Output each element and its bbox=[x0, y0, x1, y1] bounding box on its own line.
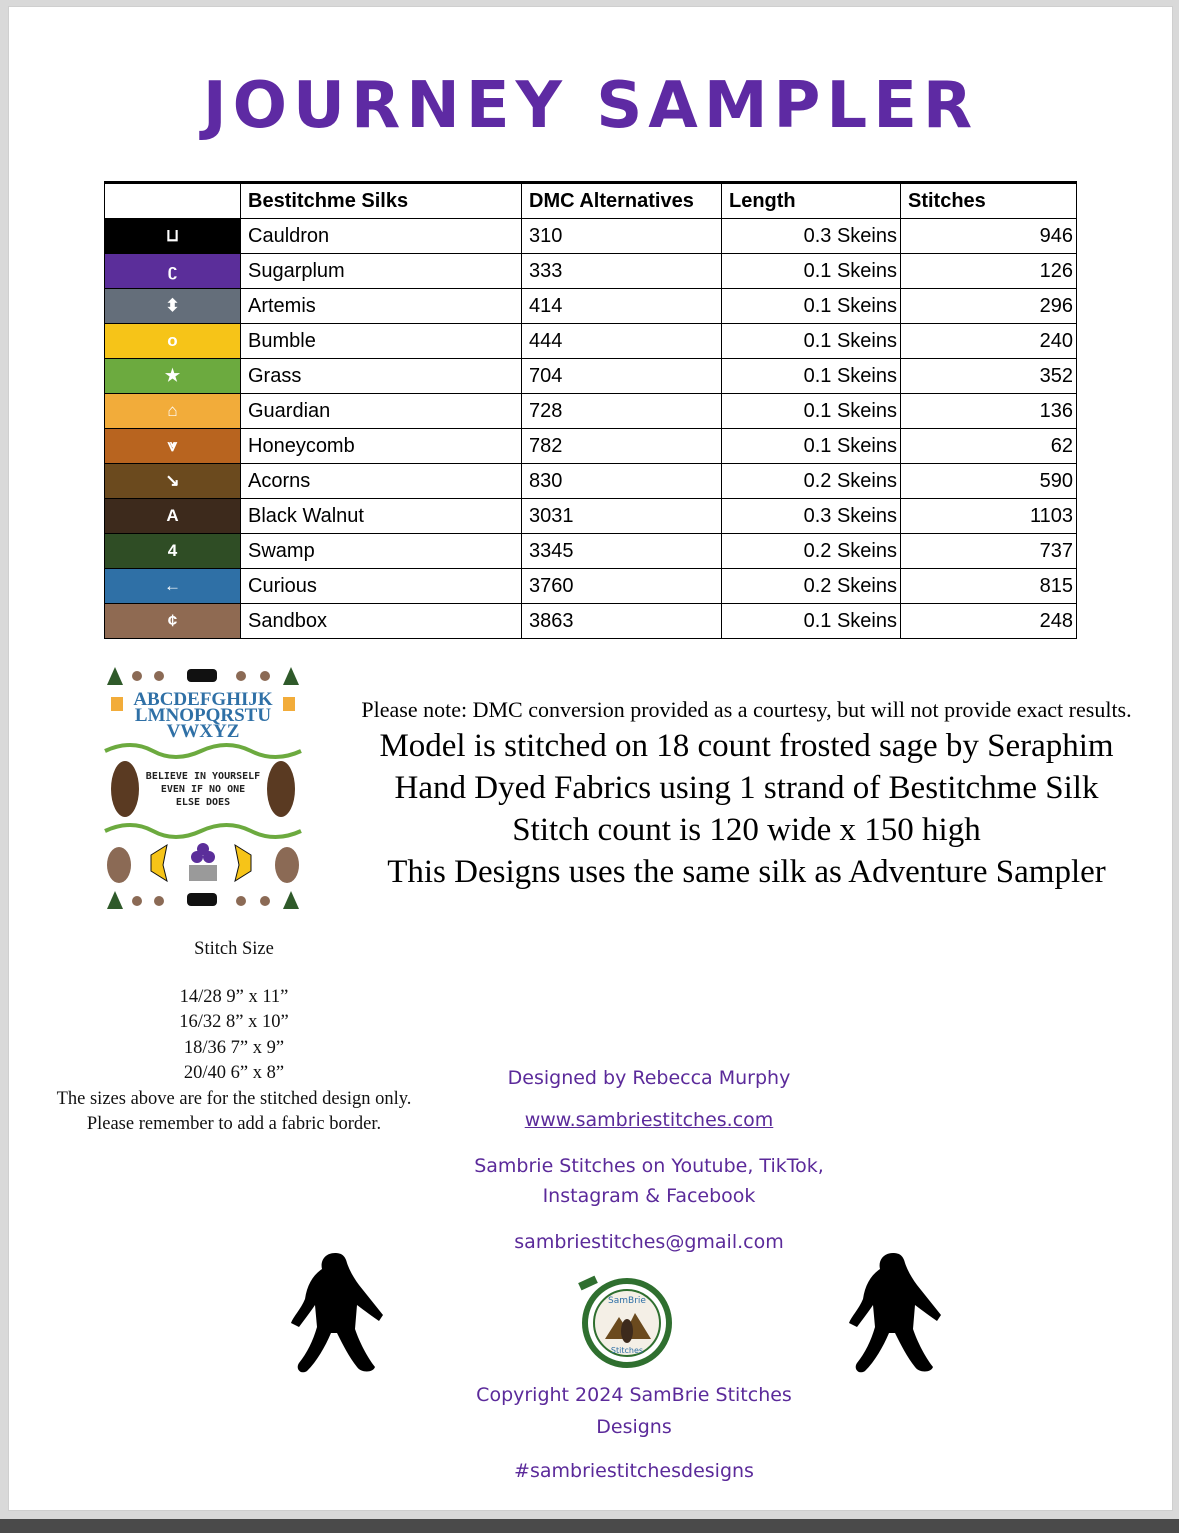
dmc-number: 333 bbox=[522, 254, 722, 289]
document-page bbox=[8, 6, 1173, 1511]
dmc-number: 704 bbox=[522, 359, 722, 394]
size-line: 18/36 7” x 9” bbox=[183, 1037, 285, 1058]
table-row bbox=[105, 219, 1077, 254]
color-swatch: ⌂ bbox=[105, 394, 241, 429]
dmc-number: 3760 bbox=[522, 569, 722, 604]
preview-motto-line-1: BELIEVE IN YOURSELF bbox=[145, 771, 261, 782]
sambrie-logo bbox=[575, 1273, 675, 1369]
pattern-notes bbox=[339, 697, 1154, 893]
table-row bbox=[105, 359, 1077, 394]
color-swatch: ← bbox=[105, 569, 241, 604]
table-row bbox=[105, 604, 1077, 639]
silk-name: Sugarplum bbox=[241, 254, 522, 289]
stitch-count: 240 bbox=[901, 324, 1077, 359]
silk-name: Curious bbox=[241, 569, 522, 604]
stitch-count: 815 bbox=[901, 569, 1077, 604]
silk-name: Cauldron bbox=[241, 219, 522, 254]
note-line-same-silk: This Designs uses the same silk as Adventure Sampler bbox=[387, 854, 1106, 890]
dmc-number: 444 bbox=[522, 324, 722, 359]
silk-name: Bumble bbox=[241, 324, 522, 359]
stitch-count: 1103 bbox=[901, 499, 1077, 534]
stitch-count: 352 bbox=[901, 359, 1077, 394]
size-line: 20/40 6” x 8” bbox=[183, 1063, 285, 1083]
length-value: 0.1 Skeins bbox=[722, 359, 901, 394]
size-line: 14/28 9” x 11” bbox=[179, 986, 289, 1007]
preview-motto-line-2: EVEN IF NO ONE bbox=[160, 784, 246, 795]
length-value: 0.1 Skeins bbox=[722, 289, 901, 324]
header-stitches: Stitches bbox=[901, 183, 1077, 219]
color-legend-table bbox=[104, 181, 1077, 639]
color-swatch: 4 bbox=[105, 534, 241, 569]
logo-text-bottom: Stitches bbox=[610, 1346, 644, 1355]
length-value: 0.2 Skeins bbox=[722, 569, 901, 604]
copyright-line: Designs bbox=[596, 1416, 672, 1438]
size-footnote: The sizes above are for the stitched design only. bbox=[56, 1088, 412, 1109]
table-row bbox=[105, 464, 1077, 499]
color-swatch: ⬍ bbox=[105, 289, 241, 324]
stitch-count: 296 bbox=[901, 289, 1077, 324]
dmc-number: 3031 bbox=[522, 499, 722, 534]
bigfoot-icon bbox=[845, 1249, 945, 1377]
stitch-size-block bbox=[29, 937, 439, 1138]
silk-name: Black Walnut bbox=[241, 499, 522, 534]
preview-alphabet-line-3: VWXYZ bbox=[166, 721, 240, 742]
table-row bbox=[105, 289, 1077, 324]
table-row bbox=[105, 534, 1077, 569]
table-row bbox=[105, 429, 1077, 464]
dmc-number: 830 bbox=[522, 464, 722, 499]
dmc-number: 728 bbox=[522, 394, 722, 429]
dmc-number: 3345 bbox=[522, 534, 722, 569]
color-swatch: ʗ bbox=[105, 254, 241, 289]
color-swatch: ↘ bbox=[105, 464, 241, 499]
table-row bbox=[105, 394, 1077, 429]
stitch-count: 126 bbox=[901, 254, 1077, 289]
color-swatch: A bbox=[105, 499, 241, 534]
table-row bbox=[105, 324, 1077, 359]
social-line: Sambrie Stitches on Youtube, TikTok, bbox=[474, 1155, 824, 1177]
hashtag: #sambriestitchesdesigns bbox=[514, 1460, 754, 1482]
silk-name: Artemis bbox=[241, 289, 522, 324]
color-swatch: ¢ bbox=[105, 604, 241, 639]
length-value: 0.1 Skeins bbox=[722, 429, 901, 464]
preview-alphabet-line-2: LMNOPQRSTU bbox=[134, 705, 272, 726]
length-value: 0.3 Skeins bbox=[722, 219, 901, 254]
header-dmc: DMC Alternatives bbox=[522, 183, 722, 219]
size-footnote: Please remember to add a fabric border. bbox=[86, 1114, 382, 1134]
note-line-fabric: Model is stitched on 18 count frosted sage by Seraphim bbox=[379, 728, 1114, 764]
note-line-silk: Hand Dyed Fabrics using 1 strand of Bestitchme Silk bbox=[394, 770, 1099, 806]
stitch-size-header: Stitch Size bbox=[194, 939, 274, 959]
stitch-count: 946 bbox=[901, 219, 1077, 254]
designer-name: Designed by Rebecca Murphy bbox=[507, 1067, 791, 1089]
copyright-block bbox=[439, 1379, 829, 1487]
length-value: 0.2 Skeins bbox=[722, 464, 901, 499]
designer-credits bbox=[439, 1067, 859, 1253]
color-swatch: o bbox=[105, 324, 241, 359]
table-row bbox=[105, 569, 1077, 604]
dmc-number: 782 bbox=[522, 429, 722, 464]
length-value: 0.2 Skeins bbox=[722, 534, 901, 569]
length-value: 0.3 Skeins bbox=[722, 499, 901, 534]
dmc-number: 3863 bbox=[522, 604, 722, 639]
table-header-row bbox=[105, 183, 1077, 219]
length-value: 0.1 Skeins bbox=[722, 394, 901, 429]
bottom-bar bbox=[0, 1519, 1179, 1533]
email-link[interactable]: sambriestitches@gmail.com bbox=[514, 1231, 784, 1253]
color-swatch: ⩔ bbox=[105, 429, 241, 464]
dmc-disclaimer: Please note: DMC conversion provided as a courtesy, but will not provide exact results. bbox=[361, 697, 1132, 722]
copyright-line: Copyright 2024 SamBrie Stitches bbox=[476, 1384, 792, 1406]
table-row bbox=[105, 254, 1077, 289]
dmc-number: 414 bbox=[522, 289, 722, 324]
length-value: 0.1 Skeins bbox=[722, 254, 901, 289]
social-line: Instagram & Facebook bbox=[542, 1185, 756, 1207]
stitch-count: 590 bbox=[901, 464, 1077, 499]
stitch-count: 62 bbox=[901, 429, 1077, 464]
preview-motto-line-3: ELSE DOES bbox=[175, 797, 231, 808]
silk-name: Guardian bbox=[241, 394, 522, 429]
length-value: 0.1 Skeins bbox=[722, 324, 901, 359]
header-silks: Bestitchme Silks bbox=[241, 183, 522, 219]
design-preview-image bbox=[101, 659, 305, 917]
preview-alphabet-line-1: ABCDEFGHIJK bbox=[133, 689, 273, 710]
stitch-count: 737 bbox=[901, 534, 1077, 569]
logo-text-top: SamBrie bbox=[608, 1296, 646, 1306]
silk-name: Honeycomb bbox=[241, 429, 522, 464]
header-symbol bbox=[105, 183, 241, 219]
stitch-count: 136 bbox=[901, 394, 1077, 429]
length-value: 0.1 Skeins bbox=[722, 604, 901, 639]
dmc-number: 310 bbox=[522, 219, 722, 254]
website-link[interactable]: www.sambriestitches.com bbox=[524, 1109, 774, 1131]
note-line-stitch-count: Stitch count is 120 wide x 150 high bbox=[512, 812, 981, 848]
header-length: Length bbox=[722, 183, 901, 219]
color-swatch: ⊔ bbox=[105, 219, 241, 254]
table-row bbox=[105, 499, 1077, 534]
silk-name: Swamp bbox=[241, 534, 522, 569]
silk-name: Grass bbox=[241, 359, 522, 394]
size-line: 16/32 8” x 10” bbox=[179, 1012, 289, 1032]
color-swatch: ★ bbox=[105, 359, 241, 394]
page-title: JOURNEY SAMPLER bbox=[202, 69, 979, 143]
silk-name: Sandbox bbox=[241, 604, 522, 639]
bigfoot-icon bbox=[287, 1249, 387, 1377]
stitch-count: 248 bbox=[901, 604, 1077, 639]
silk-name: Acorns bbox=[241, 464, 522, 499]
